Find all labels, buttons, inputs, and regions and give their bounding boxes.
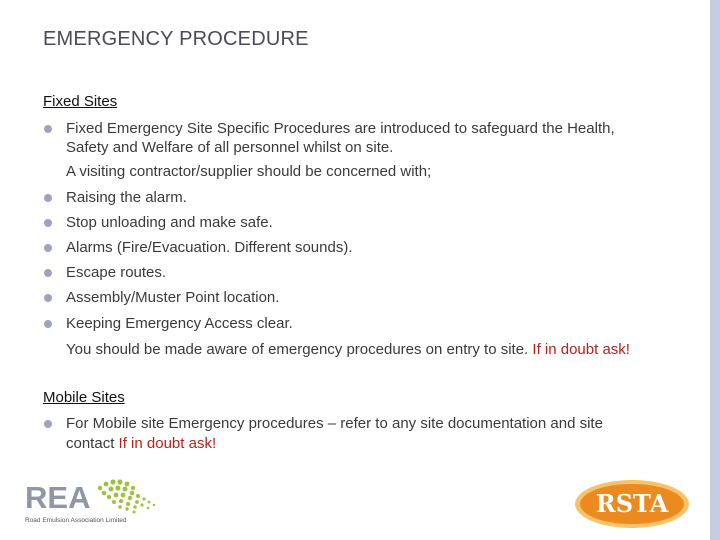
slide-edge-bar	[710, 0, 720, 540]
rea-logo-letters: REA	[25, 480, 91, 515]
slide-title: EMERGENCY PROCEDURE	[43, 28, 309, 50]
bullet-icon	[44, 320, 52, 328]
awareness-text: You should be made aware of emergency procedures on entry to site.	[66, 341, 529, 358]
fixed-sites-heading: Fixed Sites	[43, 93, 118, 110]
bullet-icon	[44, 219, 52, 227]
bullet-icon	[44, 294, 52, 302]
mobile-emphasis: If in doubt ask!	[118, 435, 217, 452]
bullet-icon	[44, 194, 52, 202]
bullet-icon	[44, 420, 52, 428]
bullet-icon	[44, 125, 52, 133]
mobile-line-2	[66, 434, 696, 454]
fixed-intro-line-1: Fixed Emergency Site Specific Procedures are introduced to safeguard the Health,	[66, 120, 615, 137]
rea-logo-caption: Road Emulsion Association Limited	[25, 517, 127, 524]
awareness-line	[66, 340, 696, 360]
rsta-logo	[572, 478, 696, 530]
mobile-sites-heading: Mobile Sites	[43, 389, 125, 406]
rsta-logo-letters: RSTA	[595, 489, 669, 518]
list-item-emergency-access: Keeping Emergency Access clear.	[66, 315, 293, 332]
list-item-stop-unloading: Stop unloading and make safe.	[66, 214, 273, 231]
bullet-icon	[44, 269, 52, 277]
contractor-note: A visiting contractor/supplier should be concerned with;	[66, 163, 432, 180]
list-item-escape-routes: Escape routes.	[66, 264, 167, 281]
list-item-raising-alarm: Raising the alarm.	[66, 189, 187, 206]
mobile-contact-text: contact	[66, 435, 115, 452]
fixed-intro-line-2: Safety and Welfare of all personnel whilst on site.	[66, 139, 394, 156]
list-item-alarms: Alarms (Fire/Evacuation. Different sounds).	[66, 239, 353, 256]
bullet-icon	[44, 244, 52, 252]
rea-logo	[24, 478, 164, 526]
list-item-assembly-point: Assembly/Muster Point location.	[66, 289, 280, 306]
awareness-emphasis: If in doubt ask!	[532, 341, 630, 358]
rea-dots-icon	[98, 479, 155, 513]
mobile-line-1: For Mobile site Emergency procedures – refer to any site documentation and site	[66, 415, 603, 432]
